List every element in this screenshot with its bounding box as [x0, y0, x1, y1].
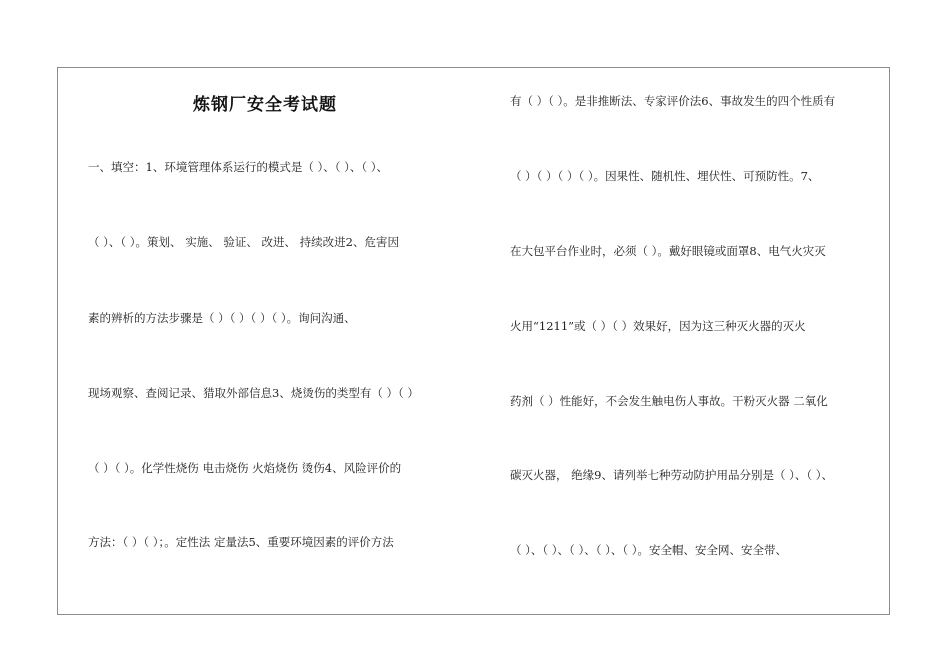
text-line: 药剂（ ）性能好，不会发生触电伤人事故。干粉灭火器 二氧化	[510, 394, 828, 408]
text-line: 在大包平台作业时，必须（ ）。戴好眼镜或面罩8、电气火灾灭	[510, 244, 826, 258]
text-line: 现场观察、查阅记录、猎取外部信息3、烧烫伤的类型有（ ）（ ）	[88, 386, 419, 400]
text-line: （ ）（ ）（ ）（ ）。因果性、随机性、埋伏性、可预防性。7、	[510, 169, 820, 183]
text-line: 有（ ）（ ）。是非推断法、专家评价法6、事故发生的四个性质有	[510, 94, 836, 108]
text-line: （ ）、（ ）、（ ）、（ ）、（ ）。安全帽、安全网、安全带、	[510, 543, 788, 557]
text-line: 方法：（ ）（ ）；。定性法 定量法5、重要环境因素的评价方法	[88, 535, 394, 549]
text-line: （ ）、（ ）。策划、 实施、 验证、 改进、 持续改进2、危害因	[88, 235, 399, 249]
text-line: 碳灭火器， 绝缘9、请列举七种劳动防护用品分别是（ ）、（ ）、	[510, 468, 834, 482]
left-column	[88, 68, 498, 614]
text-line: （ ）（ ）。化学性烧伤 电击烧伤 火焰烧伤 烫伤4、风险评价的	[88, 461, 402, 475]
text-line: 一、填空：1、环境管理体系运行的模式是（ ）、（ ）、（ ）、	[88, 160, 389, 174]
document-title: 炼钢厂安全考试题	[193, 95, 337, 115]
right-column	[510, 68, 890, 614]
text-line: 素的辨析的方法步骤是（ ）（ ）（ ）（ ）。询问沟通、	[88, 311, 356, 325]
text-line: 火用“1211”或（ ）（ ）效果好，因为这三种灭火器的灭火	[510, 319, 806, 333]
document-page	[57, 67, 890, 615]
